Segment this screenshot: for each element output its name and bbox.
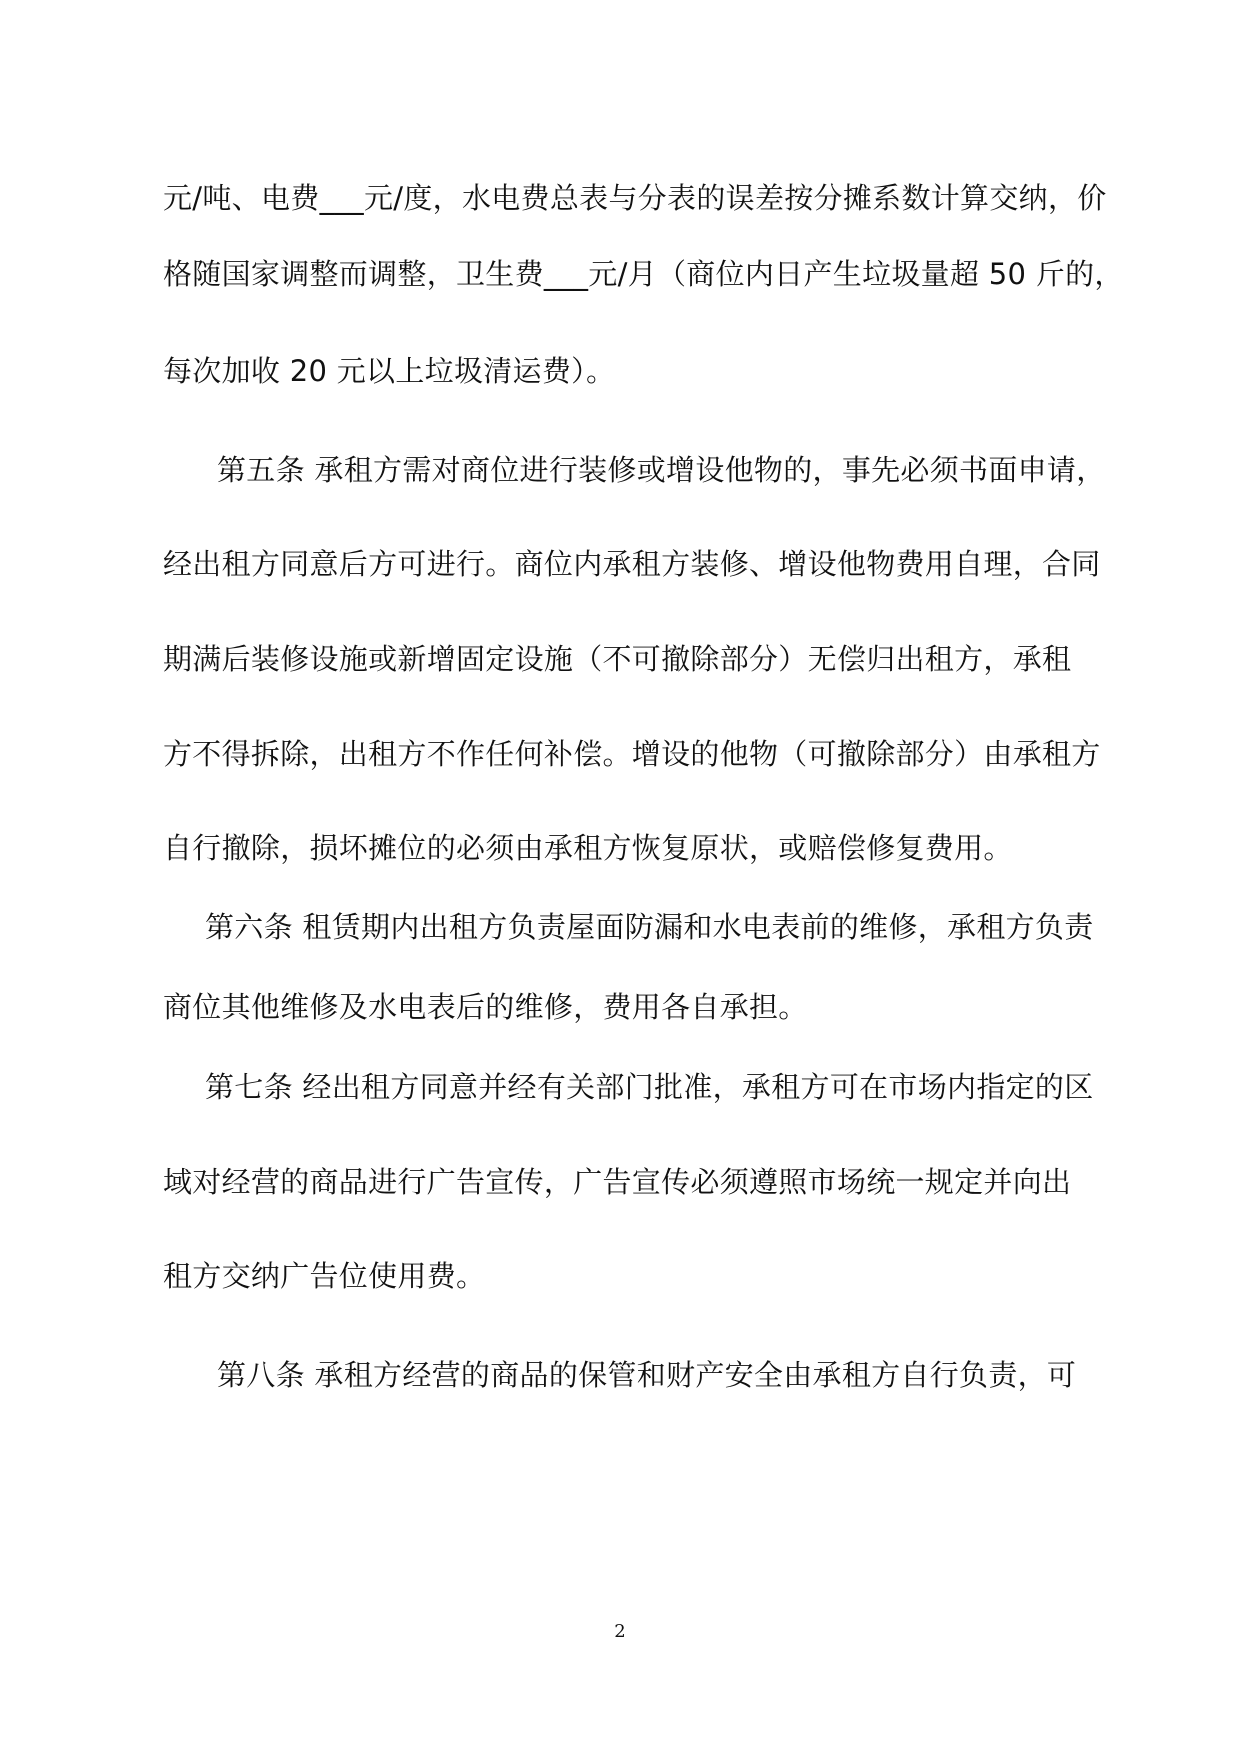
text-line: 方不得拆除，出租方不作任何补偿。增设的他物（可撤除部分）由承租方: [163, 737, 1101, 771]
text-line: 自行撤除，损坏摊位的必须由承租方恢复原状，或赔偿修复费用。: [163, 831, 1013, 865]
page-number: 2: [614, 1621, 626, 1642]
text-line: 格随国家调整而调整，卫生费___元/月（商位内日产生垃圾量超 50 斤的，: [163, 257, 1124, 291]
article-8-heading-line: 第八条 承租方经营的商品的保管和财产安全由承租方自行负责，可: [217, 1358, 1077, 1392]
text-line: 经出租方同意后方可进行。商位内承租方装修、增设他物费用自理，合同: [163, 547, 1101, 581]
text-line: 期满后装修设施或新增固定设施（不可撤除部分）无偿归出租方，承租: [163, 642, 1072, 676]
text-line: 商位其他维修及水电表后的维修，费用各自承担。: [163, 990, 808, 1024]
article-7-heading-line: 第七条 经出租方同意并经有关部门批准，承租方可在市场内指定的区: [205, 1070, 1094, 1104]
article-5-heading-line: 第五条 承租方需对商位进行装修或增设他物的，事先必须书面申请，: [217, 453, 1106, 487]
text-line: 元/吨、电费___元/度，水电费总表与分表的误差按分摊系数计算交纳，价: [163, 181, 1107, 215]
text-line: 租方交纳广告位使用费。: [163, 1259, 486, 1293]
text-line: 域对经营的商品进行广告宣传，广告宣传必须遵照市场统一规定并向出: [163, 1165, 1072, 1199]
article-6-heading-line: 第六条 租赁期内出租方负责屋面防漏和水电表前的维修，承租方负责: [205, 910, 1094, 944]
text-line: 每次加收 20 元以上垃圾清运费）。: [163, 354, 616, 388]
